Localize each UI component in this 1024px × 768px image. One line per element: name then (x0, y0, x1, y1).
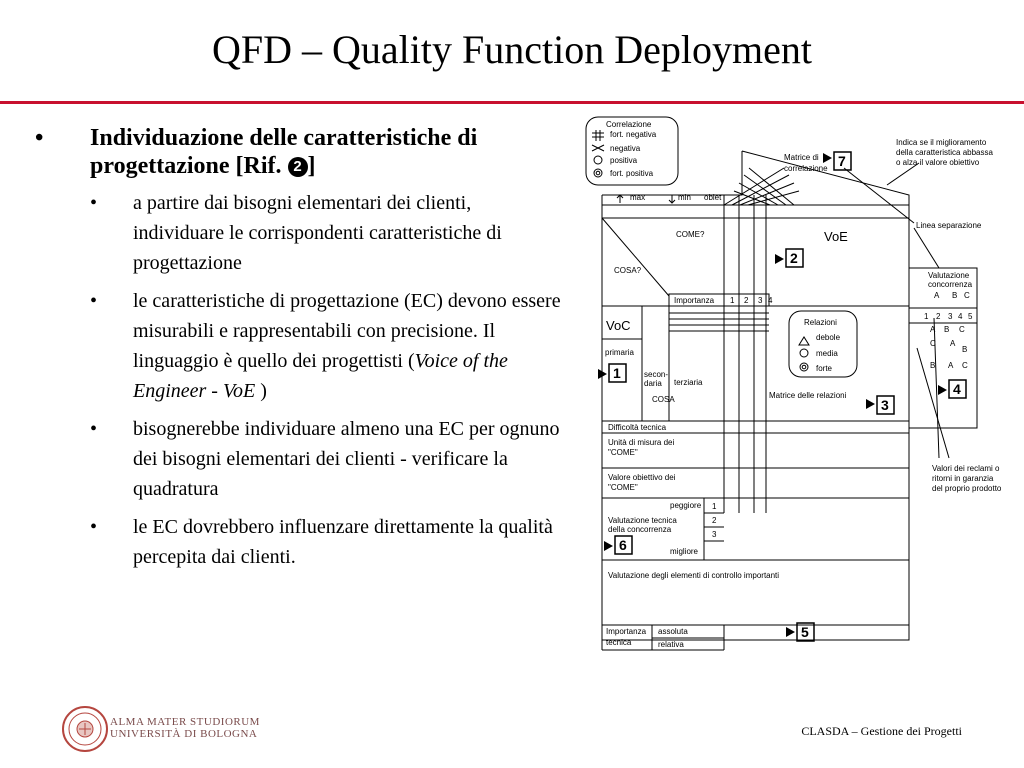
correlation-title: Correlazione (606, 120, 652, 129)
rating-row-letter: C (962, 361, 968, 370)
control-eval-label: Valutazione degli elementi di controllo importanti (608, 571, 780, 580)
min-arrow-icon (669, 195, 675, 203)
bullet-dot: • (90, 516, 98, 538)
worse-label: peggiore (670, 501, 702, 510)
competitor-letter: C (964, 291, 970, 300)
relations-item: media (816, 349, 838, 358)
complaints-note: ritorni in garanzia (932, 474, 994, 483)
negative-icon (592, 145, 604, 151)
sub-bullet (30, 188, 570, 278)
complaints-note: del proprio prodotto (932, 484, 1002, 493)
competitor-eval-label: Valutazione (928, 271, 970, 280)
positive-icon (594, 156, 602, 164)
marker-7-arrow (823, 153, 832, 163)
bullet-dot: • (35, 125, 44, 151)
rating-col: 1 (924, 312, 929, 321)
strong-positive-icon (594, 169, 602, 177)
tech-eval-label: della concorrenza (608, 525, 672, 534)
come-label: COME? (676, 230, 705, 239)
primary-label: primaria (605, 348, 634, 357)
tertiary-label: terziaria (674, 378, 703, 387)
rating-row-letter: B (930, 361, 936, 370)
bullet-dot: • (90, 192, 98, 214)
marker-5-label: 5 (801, 624, 809, 640)
marker-2-label: 2 (790, 250, 798, 266)
units-label: Unità di misura dei (608, 438, 675, 447)
sub-bullet-text: a partire dai bisogni elementari dei clienti, individuare le corrispondenti caratteristiche di progettazione (133, 192, 502, 274)
marker-5-arrow (786, 627, 795, 637)
relation-matrix-label: Matrice delle relazioni (769, 391, 847, 400)
technical-difficulty-label: Difficoltà tecnica (608, 423, 667, 432)
sub-bullet-text-end: ) (255, 380, 267, 402)
rating-col: 3 (948, 312, 953, 321)
bullet-list (30, 124, 570, 580)
marker-4-arrow (938, 385, 947, 395)
target-label: "COME" (608, 483, 638, 492)
relations-item: forte (816, 364, 833, 373)
bullet-dot: • (90, 290, 98, 312)
rating-row-letter: A (930, 325, 936, 334)
correlation-item: fort. negativa (610, 130, 657, 139)
competitor-eval-label: concorrenza (928, 280, 973, 289)
title-divider (0, 101, 1024, 104)
improvement-note: della caratteristica abbassa (896, 148, 993, 157)
relations-item: debole (816, 333, 841, 342)
marker-7-label: 7 (838, 153, 846, 169)
slide-title: QFD – Quality Function Deployment (212, 27, 812, 72)
voe-label: VoE (824, 229, 848, 244)
weak-relation-icon (799, 337, 809, 345)
correlation-item: fort. positiva (610, 169, 654, 178)
secondary-label: secon- (644, 370, 669, 379)
sub-bullet (30, 286, 570, 406)
improvement-note: o alza il valore obiettivo (896, 158, 980, 167)
separation-line-label: Linea separazione (916, 221, 982, 230)
rating-col: 5 (968, 312, 973, 321)
voc-label: VoC (606, 318, 631, 333)
improvement-note: Indica se il miglioramento (896, 138, 987, 147)
voe-emphasis: Voice of the Engineer - VoE (133, 350, 508, 402)
rating-row-letter: A (950, 339, 956, 348)
sub-bullet-text (133, 286, 565, 406)
rating-col: 2 (936, 312, 941, 321)
absolute-label: assoluta (658, 627, 688, 636)
main-bullet-close: ] (307, 153, 316, 179)
relative-label: relativa (658, 640, 684, 649)
tech-importance-label: tecnica (606, 638, 632, 647)
ref-number-icon: 2 (288, 157, 308, 177)
importance-col: 2 (744, 296, 749, 305)
competitor-letter: B (952, 291, 958, 300)
correlation-item: negativa (610, 144, 641, 153)
sub-bullet-text: le EC dovrebbero influenzare direttamente la qualità percepita dai clienti. (133, 516, 553, 568)
main-bullet (30, 124, 570, 180)
marker-6-arrow (604, 541, 613, 551)
sub-bullet (30, 512, 570, 572)
marker-2-arrow (775, 254, 784, 264)
tech-importance-label: Importanza (606, 627, 647, 636)
rating-row-letter: C (930, 339, 936, 348)
max-arrow-icon (617, 195, 623, 203)
target-label: Valore obiettivo dei (608, 473, 676, 482)
tech-row: 3 (712, 530, 717, 539)
marker-3-label: 3 (881, 397, 889, 413)
correlation-matrix-label: Matrice di (784, 153, 819, 162)
tech-row: 1 (712, 502, 717, 511)
sub-bullet-text-part: le caratteristiche di progettazione (EC) devono essere misurabili e rappresentabili con precisione. Il linguaggio è quello dei progettisti ( (133, 290, 561, 372)
importance-label: Importanza (674, 296, 715, 305)
importance-col: 4 (768, 296, 773, 305)
better-label: migliore (670, 547, 699, 556)
direction-max: max (630, 193, 646, 202)
bullet-dot: • (90, 418, 98, 440)
main-bullet-label: Individuazione delle caratteristiche di progettazione [Rif. (90, 125, 478, 179)
direction-min: min (678, 193, 691, 202)
main-bullet-text (90, 124, 570, 180)
rating-row-letter: A (948, 361, 954, 370)
rating-col: 4 (958, 312, 963, 321)
marker-3-arrow (866, 399, 875, 409)
rating-row-letter: B (962, 345, 968, 354)
medium-relation-icon (800, 349, 808, 357)
units-label: "COME" (608, 448, 638, 457)
university-name (110, 716, 260, 740)
direction-target: obiet (704, 193, 722, 202)
importance-col: 1 (730, 296, 735, 305)
rating-row-letter: C (959, 325, 965, 334)
complaints-note: Valori dei reclami o (932, 464, 1000, 473)
cosa-label: COSA? (614, 266, 642, 275)
importance-col: 3 (758, 296, 763, 305)
course-footer: CLASDA – Gestione dei Progetti (801, 724, 962, 738)
marker-1-label: 1 (613, 365, 621, 381)
tech-row: 2 (712, 516, 717, 525)
cosa-lower-label: COSA (652, 395, 675, 404)
correlation-matrix-label: correlazione (784, 164, 828, 173)
university-line-1: ALMA MATER STUDIORUM (110, 716, 260, 728)
tech-eval-label: Valutazione tecnica (608, 516, 677, 525)
strong-relation-icon (800, 363, 808, 371)
secondary-label: daria (644, 379, 662, 388)
sub-bullet (30, 414, 570, 504)
marker-6-label: 6 (619, 537, 627, 553)
competitor-letter: A (934, 291, 940, 300)
relations-title: Relazioni (804, 318, 837, 327)
strong-negative-icon (592, 130, 604, 141)
house-of-quality-diagram (584, 113, 1014, 658)
sub-bullet-text: bisognerebbe individuare almeno una EC per ognuno dei bisogni elementari dei clienti - verificare la quadratura (133, 418, 560, 500)
university-line-2: UNIVERSITÀ DI BOLOGNA (110, 728, 258, 740)
rating-row-letter: B (944, 325, 950, 334)
marker-4-label: 4 (953, 381, 961, 397)
correlation-item: positiva (610, 156, 638, 165)
